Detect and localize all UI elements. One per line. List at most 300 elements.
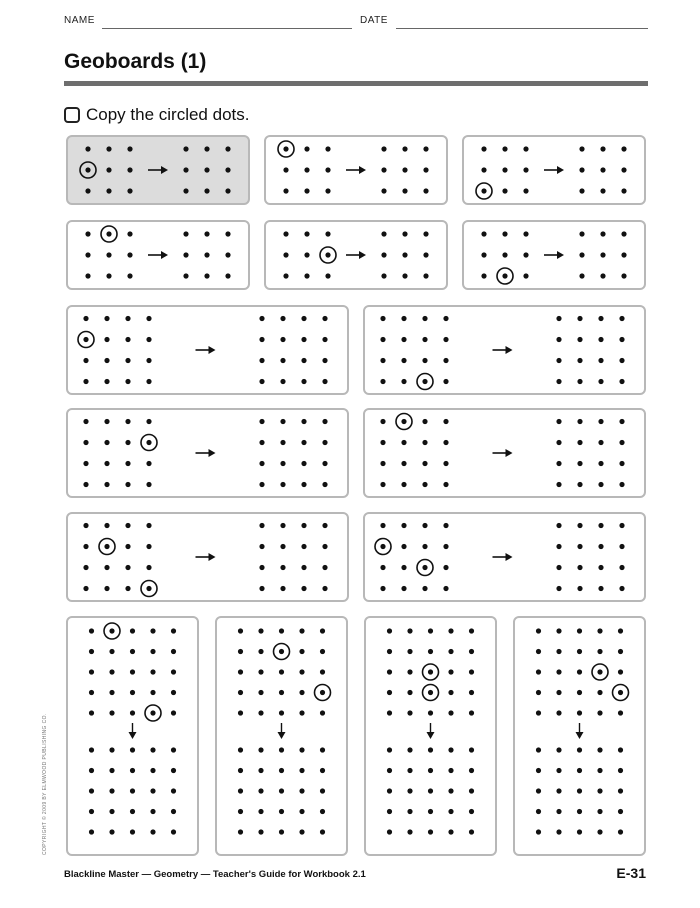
copy-board-dot [89, 829, 94, 834]
source-board-dot [469, 710, 474, 715]
source-board-dot [536, 628, 541, 633]
source-board-dot [556, 649, 561, 654]
source-board-dot [104, 379, 109, 384]
copy-board-dot [600, 167, 605, 172]
copy-board-dot [279, 788, 284, 793]
copy-board-dot [577, 419, 582, 424]
copy-board-dot [322, 379, 327, 384]
copy-board-dot [619, 565, 624, 570]
geoboard-svg [365, 514, 644, 600]
source-board-dot [104, 419, 109, 424]
source-board-dot [283, 188, 288, 193]
copy-board-dot [183, 167, 188, 172]
copy-board-dot [556, 565, 561, 570]
source-board-dot [443, 544, 448, 549]
copy-board-dot [618, 788, 623, 793]
geoboard-panel-4[interactable] [66, 220, 250, 290]
title-rule [64, 81, 648, 86]
source-board-dot [127, 188, 132, 193]
source-board-dot [106, 188, 111, 193]
copy-board-dot [301, 316, 306, 321]
copy-board-dot [448, 747, 453, 752]
copy-board-dot [407, 747, 412, 752]
source-board-dot [304, 146, 309, 151]
copy-board-dot [577, 337, 582, 342]
copy-board-dot [301, 379, 306, 384]
copy-board-dot [469, 788, 474, 793]
source-board-dot [407, 710, 412, 715]
copy-board-dot [556, 419, 561, 424]
source-board-dot [481, 188, 486, 193]
geoboard-panel-14[interactable] [215, 616, 348, 856]
copy-board-dot [621, 146, 626, 151]
source-board-dot [401, 461, 406, 466]
copy-board-dot [322, 586, 327, 591]
copy-board-dot [171, 788, 176, 793]
source-board-dot [299, 690, 304, 695]
copy-board-dot [280, 586, 285, 591]
source-board-dot [85, 252, 90, 257]
copy-board-dot [225, 273, 230, 278]
copy-board-dot [171, 747, 176, 752]
arrow-head [129, 732, 137, 739]
source-board-dot [325, 252, 330, 257]
geoboard-panel-10[interactable] [363, 408, 646, 498]
source-board-dot [89, 649, 94, 654]
copy-board-dot [469, 829, 474, 834]
copy-board-dot [150, 809, 155, 814]
copy-board-dot [301, 523, 306, 528]
source-board-dot [258, 669, 263, 674]
source-board-dot [387, 669, 392, 674]
source-board-dot [150, 628, 155, 633]
copy-board-dot [322, 461, 327, 466]
source-board-dot [279, 669, 284, 674]
source-board-dot [171, 649, 176, 654]
source-board-dot [150, 669, 155, 674]
source-board-dot [448, 710, 453, 715]
source-board-dot [146, 337, 151, 342]
copy-board-dot [130, 829, 135, 834]
source-board-dot [127, 231, 132, 236]
geoboard-svg [217, 618, 346, 854]
copy-board-dot [448, 768, 453, 773]
source-board-dot [380, 482, 385, 487]
geoboard-svg [68, 137, 248, 203]
source-board-dot [299, 669, 304, 674]
copy-board-dot [619, 586, 624, 591]
copy-board-dot [423, 146, 428, 151]
date-label: DATE [360, 15, 388, 26]
source-board-dot [299, 649, 304, 654]
copy-board-dot [598, 482, 603, 487]
source-board-dot [428, 628, 433, 633]
source-board-dot [127, 273, 132, 278]
copy-board-dot [320, 829, 325, 834]
source-board-dot [125, 461, 130, 466]
source-board-dot [577, 690, 582, 695]
source-board-dot [83, 461, 88, 466]
source-board-dot [130, 710, 135, 715]
copy-board-dot [301, 586, 306, 591]
arrow-head [209, 346, 216, 354]
source-board-dot [258, 628, 263, 633]
source-board-dot [502, 252, 507, 257]
checkbox-icon[interactable] [64, 107, 80, 123]
source-board-dot [523, 231, 528, 236]
copy-board-dot [579, 273, 584, 278]
source-board-dot [125, 482, 130, 487]
copy-board-dot [299, 747, 304, 752]
source-board-dot [443, 565, 448, 570]
copy-board-dot [597, 809, 602, 814]
copy-board-dot [621, 188, 626, 193]
copy-board-dot [259, 419, 264, 424]
source-board-dot [89, 628, 94, 633]
copy-board-dot [381, 146, 386, 151]
copy-board-dot [579, 146, 584, 151]
source-board-dot [104, 440, 109, 445]
copy-board-dot [204, 252, 209, 257]
source-board-dot [407, 628, 412, 633]
copy-board-dot [428, 829, 433, 834]
source-board-dot [83, 523, 88, 528]
source-board-dot [577, 649, 582, 654]
source-board-dot [304, 167, 309, 172]
copy-board-dot [259, 565, 264, 570]
copy-board-dot [428, 747, 433, 752]
geoboard-panel-13[interactable] [66, 616, 199, 856]
copy-board-dot [109, 829, 114, 834]
copy-board-dot [320, 788, 325, 793]
source-board-dot [127, 252, 132, 257]
copy-board-dot [423, 188, 428, 193]
copy-board-dot [428, 788, 433, 793]
source-board-dot [577, 628, 582, 633]
source-board-dot [401, 316, 406, 321]
arrow-head [359, 251, 366, 259]
copy-board-dot [598, 358, 603, 363]
copy-board-dot [204, 231, 209, 236]
copy-board-dot [322, 337, 327, 342]
source-board-dot [150, 649, 155, 654]
name-line[interactable] [102, 28, 352, 29]
copy-board-dot [619, 316, 624, 321]
source-board-dot [104, 523, 109, 528]
geoboard-panel-5[interactable] [264, 220, 448, 290]
copy-board-dot [89, 747, 94, 752]
source-board-dot [106, 231, 111, 236]
copy-board-dot [322, 419, 327, 424]
copy-board-dot [322, 565, 327, 570]
source-board-dot [325, 167, 330, 172]
source-board-dot [125, 544, 130, 549]
source-board-dot [83, 544, 88, 549]
source-board-dot [325, 146, 330, 151]
geoboard-svg [464, 222, 644, 288]
copy-board-dot [598, 461, 603, 466]
source-board-dot [401, 379, 406, 384]
source-board-dot [422, 565, 427, 570]
source-board-dot [89, 710, 94, 715]
geoboard-svg [68, 222, 248, 288]
source-board-dot [106, 273, 111, 278]
source-board-dot [597, 669, 602, 674]
source-board-dot [481, 273, 486, 278]
source-board-dot [304, 252, 309, 257]
geoboard-svg [464, 137, 644, 203]
source-board-dot [422, 482, 427, 487]
source-board-dot [146, 419, 151, 424]
geoboard-panel-8[interactable] [363, 305, 646, 395]
copy-board-dot [423, 231, 428, 236]
copy-board-dot [556, 316, 561, 321]
arrow-head [278, 732, 286, 739]
geoboard-panel-15[interactable] [364, 616, 497, 856]
copy-board-dot [301, 565, 306, 570]
source-board-dot [83, 316, 88, 321]
arrow-head [209, 553, 216, 561]
copy-board-dot [259, 337, 264, 342]
source-board-dot [443, 358, 448, 363]
copy-board-dot [280, 379, 285, 384]
copy-board-dot [619, 379, 624, 384]
source-board-dot [130, 669, 135, 674]
geoboard-panel-9[interactable] [66, 408, 349, 498]
copy-board-dot [423, 273, 428, 278]
page-number: E-31 [616, 865, 646, 881]
copy-board-dot [597, 829, 602, 834]
arrow-head [576, 732, 584, 739]
source-board-dot [283, 252, 288, 257]
source-board-dot [83, 565, 88, 570]
source-board-dot [443, 523, 448, 528]
copy-board-dot [619, 523, 624, 528]
geoboard-panel-3[interactable] [462, 135, 646, 205]
source-board-dot [448, 669, 453, 674]
geoboard-svg [365, 307, 644, 393]
copy-board-dot [387, 768, 392, 773]
source-board-dot [556, 628, 561, 633]
copy-board-dot [598, 440, 603, 445]
copy-board-dot [258, 747, 263, 752]
source-board-dot [150, 690, 155, 695]
source-board-dot [299, 710, 304, 715]
source-board-dot [469, 669, 474, 674]
source-board-dot [283, 231, 288, 236]
source-board-dot [380, 461, 385, 466]
copy-board-dot [577, 379, 582, 384]
copy-board-dot [238, 788, 243, 793]
source-board-dot [299, 628, 304, 633]
copy-board-dot [320, 747, 325, 752]
copy-board-dot [577, 747, 582, 752]
source-board-dot [380, 316, 385, 321]
copy-board-dot [407, 809, 412, 814]
copy-board-dot [238, 768, 243, 773]
source-board-dot [502, 146, 507, 151]
copy-board-dot [258, 788, 263, 793]
copy-board-dot [322, 544, 327, 549]
copy-board-dot [577, 523, 582, 528]
source-board-dot [320, 710, 325, 715]
copy-board-dot [407, 788, 412, 793]
copy-board-dot [579, 252, 584, 257]
source-board-dot [171, 669, 176, 674]
source-board-dot [422, 419, 427, 424]
source-board-dot [407, 669, 412, 674]
source-board-dot [422, 523, 427, 528]
copy-board-dot [428, 768, 433, 773]
copy-board-dot [150, 768, 155, 773]
copy-board-dot [423, 252, 428, 257]
copy-board-dot [579, 188, 584, 193]
copy-board-dot [600, 252, 605, 257]
copy-board-dot [577, 461, 582, 466]
source-board-dot [401, 482, 406, 487]
source-board-dot [304, 273, 309, 278]
copy-board-dot [387, 788, 392, 793]
copy-board-dot [536, 829, 541, 834]
copy-board-dot [598, 544, 603, 549]
footer-caption: Blackline Master — Geometry — Teacher's Guide for Workbook 2.1 [64, 869, 366, 880]
source-board-dot [401, 358, 406, 363]
copy-board-dot [280, 419, 285, 424]
copy-board-dot [301, 482, 306, 487]
source-board-dot [83, 337, 88, 342]
copy-board-dot [556, 829, 561, 834]
geoboard-panel-16[interactable] [513, 616, 646, 856]
source-board-dot [387, 649, 392, 654]
geoboard-panel-2[interactable] [264, 135, 448, 205]
date-line[interactable] [396, 28, 648, 29]
source-board-dot [422, 440, 427, 445]
source-board-dot [279, 710, 284, 715]
source-board-dot [258, 690, 263, 695]
copy-board-dot [402, 231, 407, 236]
source-board-dot [89, 690, 94, 695]
source-board-dot [304, 188, 309, 193]
source-board-dot [320, 669, 325, 674]
copy-board-dot [407, 768, 412, 773]
copy-board-dot [280, 358, 285, 363]
copy-board-dot [320, 809, 325, 814]
source-board-dot [125, 379, 130, 384]
copy-board-dot [577, 544, 582, 549]
source-board-dot [238, 690, 243, 695]
source-board-dot [523, 252, 528, 257]
copy-board-dot [600, 146, 605, 151]
source-board-dot [422, 316, 427, 321]
source-board-dot [146, 358, 151, 363]
source-board-dot [422, 544, 427, 549]
copy-board-dot [279, 768, 284, 773]
geoboard-panel-11[interactable] [66, 512, 349, 602]
source-board-dot [502, 188, 507, 193]
copy-board-dot [556, 788, 561, 793]
copy-board-dot [381, 273, 386, 278]
copyright-text: COPYRIGHT © 2009 BY ELMWOOD PUBLISHING CO. [42, 713, 48, 855]
source-board-dot [104, 337, 109, 342]
source-board-dot [325, 188, 330, 193]
source-board-dot [146, 523, 151, 528]
copy-board-dot [621, 231, 626, 236]
source-board-dot [171, 628, 176, 633]
copy-board-dot [89, 788, 94, 793]
source-board-dot [127, 167, 132, 172]
source-board-dot [422, 586, 427, 591]
source-board-dot [401, 544, 406, 549]
geoboard-panel-12[interactable] [363, 512, 646, 602]
source-board-dot [380, 523, 385, 528]
copy-board-dot [618, 809, 623, 814]
source-board-dot [448, 690, 453, 695]
source-board-dot [83, 358, 88, 363]
copy-board-dot [469, 747, 474, 752]
source-board-dot [130, 649, 135, 654]
copy-board-dot [259, 440, 264, 445]
source-board-dot [283, 167, 288, 172]
copy-board-dot [280, 544, 285, 549]
copy-board-dot [619, 544, 624, 549]
copy-board-dot [280, 565, 285, 570]
source-board-dot [443, 379, 448, 384]
source-board-dot [577, 710, 582, 715]
copy-board-dot [577, 440, 582, 445]
geoboard-svg [365, 410, 644, 496]
arrow-head [427, 732, 435, 739]
source-board-dot [109, 669, 114, 674]
source-board-dot [556, 710, 561, 715]
source-board-dot [238, 628, 243, 633]
copy-board-dot [618, 768, 623, 773]
source-board-dot [618, 669, 623, 674]
source-board-dot [279, 690, 284, 695]
instruction [64, 104, 249, 126]
copy-board-dot [322, 523, 327, 528]
geoboard-svg [266, 137, 446, 203]
source-board-dot [106, 252, 111, 257]
source-board-dot [125, 523, 130, 528]
source-board-dot [380, 358, 385, 363]
arrow-head [557, 166, 564, 174]
source-board-dot [83, 440, 88, 445]
geoboard-panel-7[interactable] [66, 305, 349, 395]
copy-board-dot [381, 231, 386, 236]
copy-board-dot [577, 788, 582, 793]
copy-board-dot [183, 273, 188, 278]
copy-board-dot [600, 231, 605, 236]
copy-board-dot [299, 809, 304, 814]
source-board-dot [422, 358, 427, 363]
copy-board-dot [183, 252, 188, 257]
copy-board-dot [301, 419, 306, 424]
geoboard-panel-6[interactable] [462, 220, 646, 290]
copy-board-dot [89, 768, 94, 773]
source-board-dot [325, 231, 330, 236]
copy-board-dot [618, 829, 623, 834]
copy-board-dot [381, 167, 386, 172]
source-board-dot [448, 649, 453, 654]
copy-board-dot [577, 586, 582, 591]
copy-board-dot [280, 337, 285, 342]
geoboard-panel-1[interactable] [66, 135, 250, 205]
source-board-dot [127, 146, 132, 151]
copy-board-dot [322, 482, 327, 487]
copy-board-dot [204, 146, 209, 151]
source-board-dot [401, 586, 406, 591]
source-board-dot [422, 461, 427, 466]
